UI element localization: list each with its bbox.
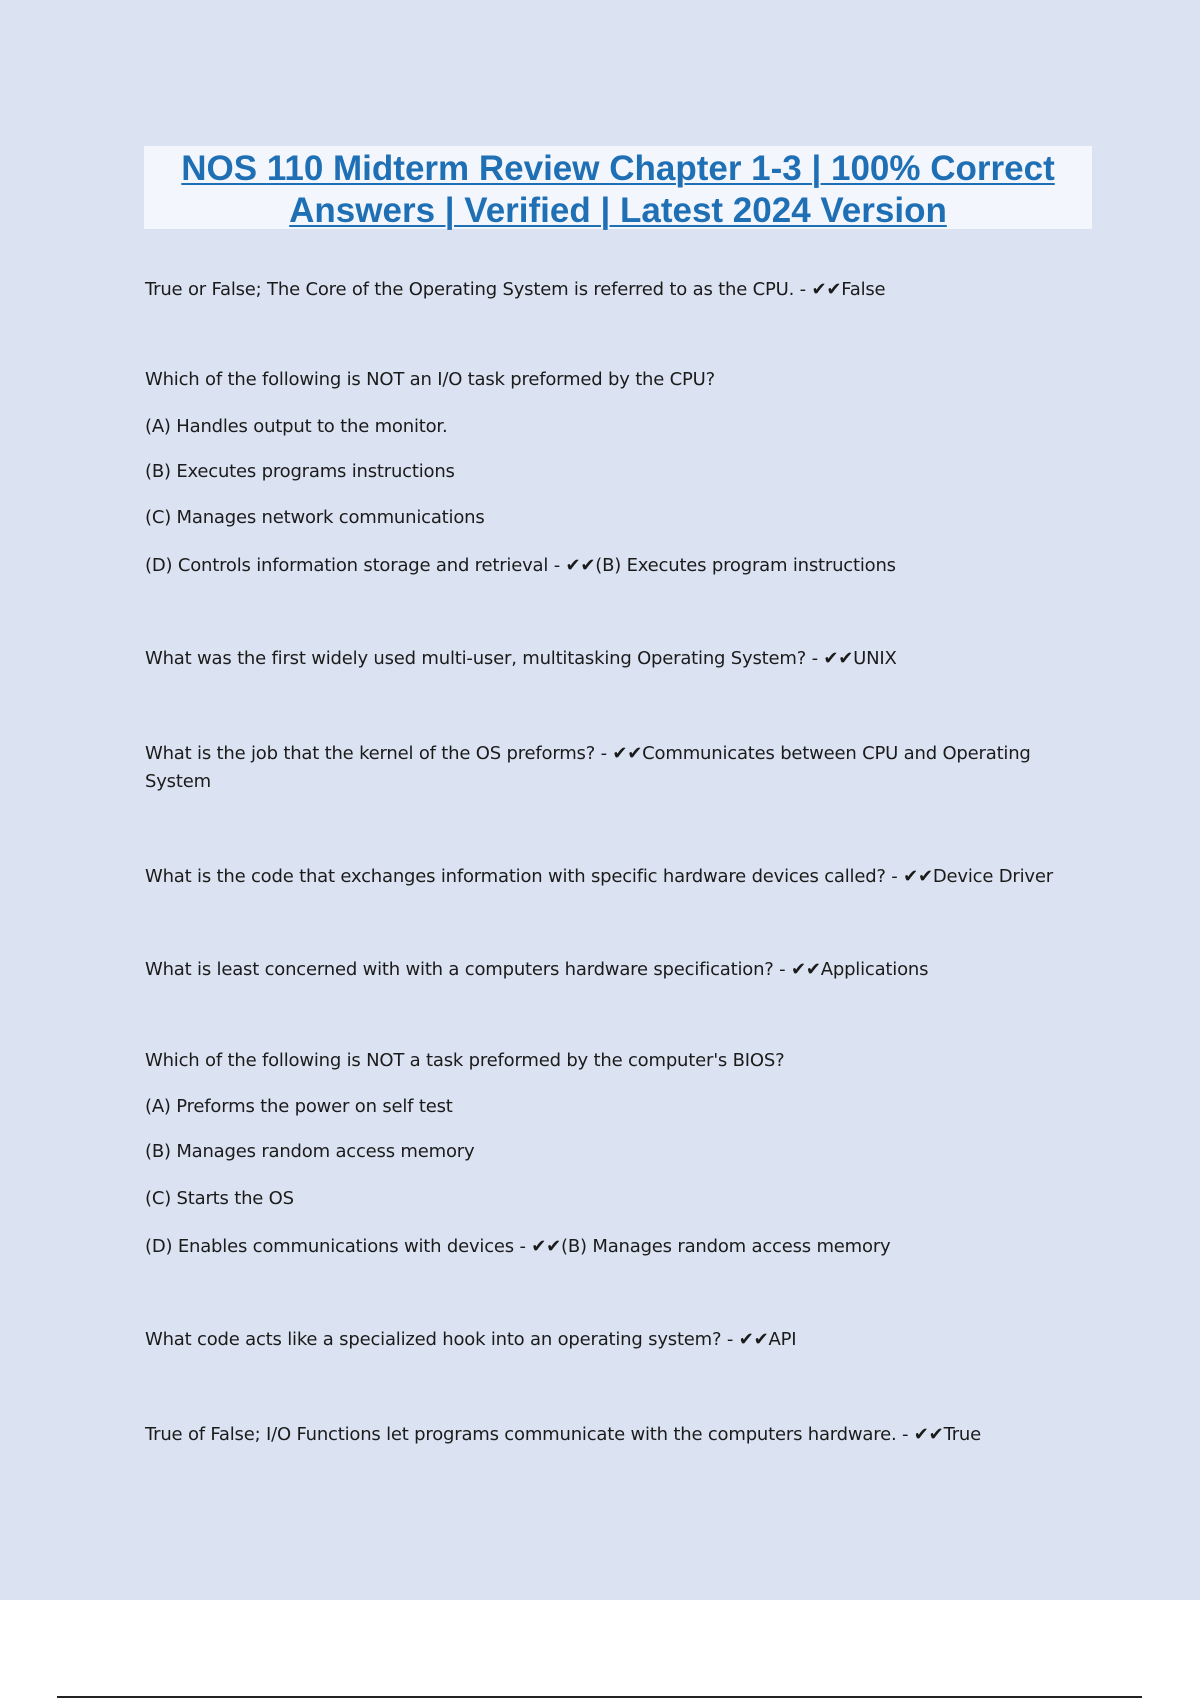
- question-3: What was the first widely used multi-user, multitasking Operating System? - ✔✔UNIX: [145, 648, 897, 669]
- footer-divider: [57, 1696, 1142, 1698]
- question-2-option-c: (C) Manages network communications: [145, 507, 485, 528]
- question-9: True of False; I/O Functions let programs communicate with the computers hardware. - ✔✔True: [145, 1424, 982, 1445]
- question-6: What is least concerned with with a computers hardware specification? - ✔✔Applications: [145, 959, 929, 980]
- title-line-1: NOS 110 Midterm Review Chapter 1-3 | 100% Correct: [181, 149, 1055, 188]
- question-1: True or False; The Core of the Operating System is referred to as the CPU. - ✔✔False: [145, 279, 886, 300]
- question-2: Which of the following is NOT an I/O task preformed by the CPU?: [145, 369, 716, 390]
- title-line-2: Answers | Verified | Latest 2024 Version: [289, 191, 947, 230]
- question-8: What code acts like a specialized hook into an operating system? - ✔✔API: [145, 1329, 797, 1350]
- question-7-option-a: (A) Preforms the power on self test: [145, 1096, 453, 1117]
- question-4: What is the job that the kernel of the OS preforms? - ✔✔Communicates between CPU and Operating System: [145, 743, 1031, 792]
- question-7-option-c: (C) Starts the OS: [145, 1188, 294, 1209]
- question-5: What is the code that exchanges information with specific hardware devices called? - ✔✔Device Driver: [145, 866, 1053, 887]
- question-2-option-a: (A) Handles output to the monitor.: [145, 416, 448, 437]
- question-2-option-d: (D) Controls information storage and retrieval - ✔✔(B) Executes program instructions: [145, 555, 896, 576]
- question-7: Which of the following is NOT a task preformed by the computer's BIOS?: [145, 1050, 785, 1071]
- question-2-option-b: (B) Executes programs instructions: [145, 461, 455, 482]
- question-7-option-b: (B) Manages random access memory: [145, 1141, 475, 1162]
- document-title: [144, 146, 1092, 229]
- question-7-option-d: (D) Enables communications with devices - ✔✔(B) Manages random access memory: [145, 1236, 891, 1257]
